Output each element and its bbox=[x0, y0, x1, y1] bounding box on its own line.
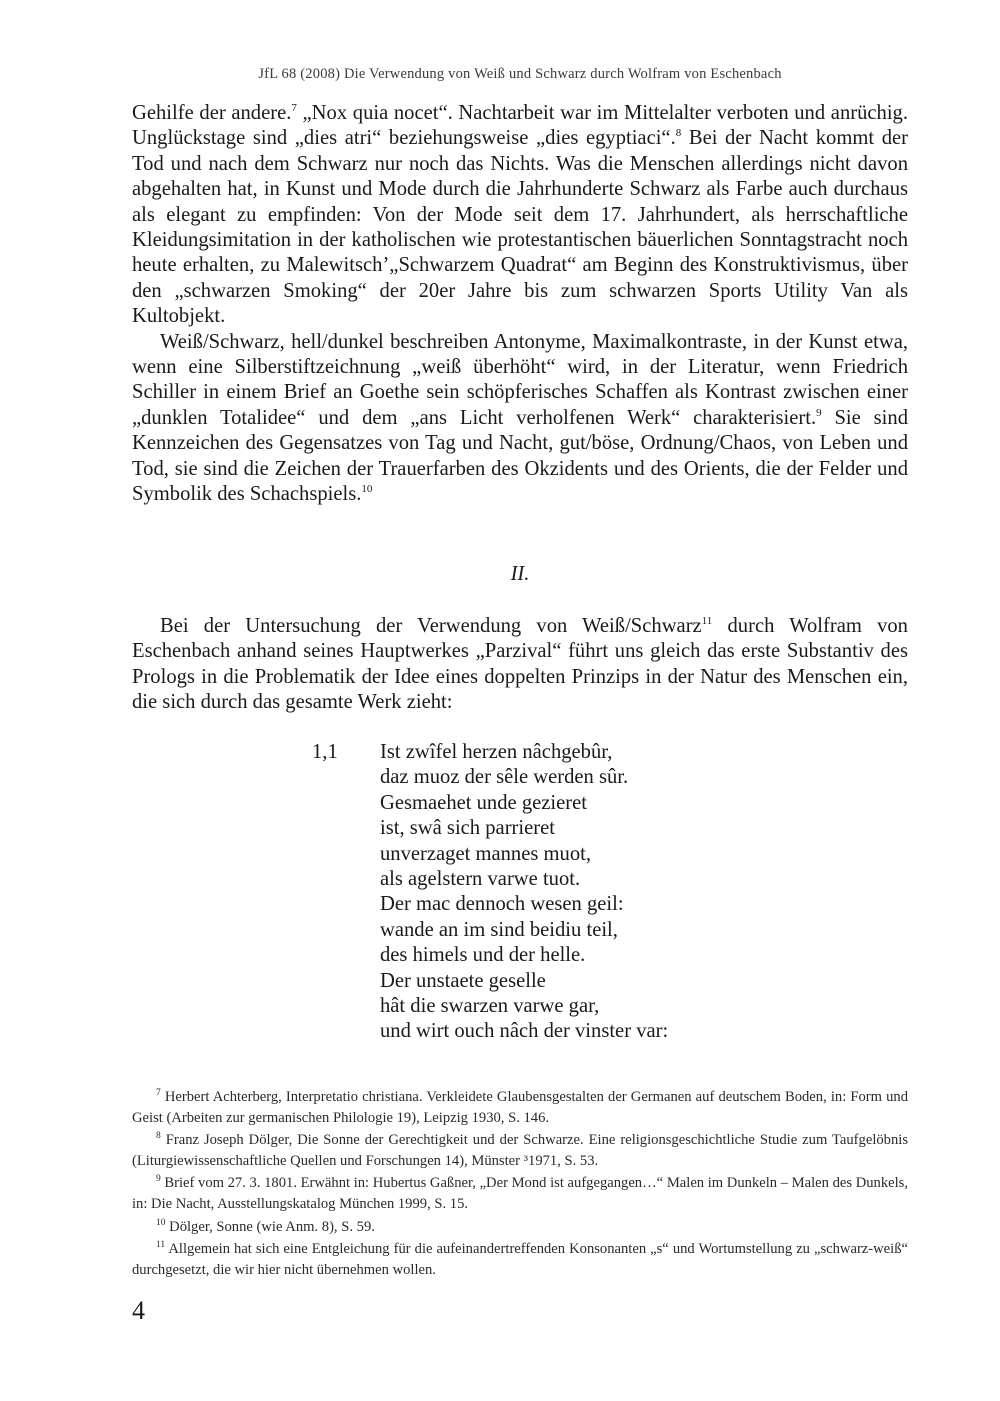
verse-line: daz muoz der sêle werden sûr. bbox=[380, 766, 629, 789]
footnote-number: 11 bbox=[156, 1240, 166, 1251]
footnote-text: Allgemein hat sich eine Entgleichung für die aufeinandertreffenden Konsonanten „s“ und Wortumstellung zu „schwarz-weiß“ durchgesetzt, die wir hier nicht übernehmen wollen. bbox=[132, 1241, 908, 1278]
verse-line: Gesmaehet unde gezieret bbox=[380, 791, 587, 814]
footnote-10 bbox=[132, 1217, 908, 1238]
verse-line: des himels und der helle. bbox=[380, 944, 586, 967]
footnote-ref-11[interactable]: 11 bbox=[701, 615, 713, 628]
verse-line: ist, swâ sich parrieret bbox=[380, 817, 555, 840]
footnotes bbox=[132, 1087, 908, 1282]
footnote-number: 9 bbox=[156, 1174, 161, 1185]
footnote-number: 7 bbox=[156, 1088, 161, 1099]
paragraph-text: Sie sind Kennzeichen des Gegensatzes von Tag und Nacht, gut/böse, Ordnung/Chaos, von Leben und Tod, sie sind die Zeichen der Trauerfarben des Okzidents und des Orients, die der Felder und Symbolik des Schachspiels. bbox=[132, 406, 908, 506]
paragraph-text: Weiß/Schwarz, hell/dunkel beschreiben Antonyme, Maximalkontraste, in der Kunst etwa, wenn eine Silberstiftzeichnung „weiß überhöht“ wird, in der Literatur, wenn Friedrich Schiller in einem Brief an Goethe sein schöpferisches Schaffen als Kontrast zwischen einer „dunklen Totalidee“ und dem „ans Licht verholfenen Werk“ charakterisiert. bbox=[132, 330, 908, 429]
verse-line: als agelstern varwe tuot. bbox=[380, 868, 581, 891]
footnote-text: Dölger, Sonne (wie Anm. 8), S. 59. bbox=[165, 1218, 375, 1235]
footnote-11 bbox=[132, 1239, 908, 1280]
footnote-9 bbox=[132, 1173, 908, 1214]
verse-line: Ist zwîfel herzen nâchgebûr, bbox=[380, 741, 613, 763]
section-body bbox=[132, 614, 908, 716]
footnote-8 bbox=[132, 1130, 908, 1171]
body-text bbox=[132, 101, 908, 508]
footnote-text: Franz Joseph Dölger, Die Sonne der Gerechtigkeit und der Schwarze. Eine religionsgeschichtliche Studie zum Taufgelöbnis (Liturgiewissenschaftliche Quellen und Forschungen 14), Münster ³1971, S. 53. bbox=[132, 1132, 908, 1169]
paragraph-3 bbox=[132, 614, 908, 716]
footnote-ref-8[interactable]: 8 bbox=[675, 127, 682, 140]
footnote-ref-9[interactable]: 9 bbox=[816, 407, 822, 420]
verse-number: 1,1 bbox=[312, 741, 338, 763]
paragraph-1 bbox=[132, 101, 908, 330]
paragraph-text: Bei der Untersuchung der Verwendung von Weiß/Schwarz bbox=[160, 615, 702, 637]
verse-line: unverzaget mannes muot, bbox=[380, 842, 592, 865]
section-heading: II. bbox=[510, 563, 530, 585]
footnote-number: 8 bbox=[156, 1131, 161, 1142]
paragraph-text: „Nox quia nocet“. Nachtarbeit war im Mittelalter verboten und anrüchig. Unglückstage sind „dies atri“ beziehungsweise „dies egyptiaci“. bbox=[132, 102, 908, 150]
footnote-text: Herbert Achterberg, Interpretatio christiana. Verkleidete Glaubensgestalten der Germanen auf deutschem Boden, in: Form und Geist (Arbeiten zur germanischen Philologie 19), Leipzig 1930, S. 146. bbox=[132, 1089, 908, 1126]
running-head: JfL 68 (2008) Die Verwendung von Weiß und Schwarz durch Wolfram von Eschenbach bbox=[258, 66, 782, 82]
paragraph-text: Bei der Nacht kommt der Tod und nach dem Schwarz nur noch das Nichts. Was die Menschen allerdings nicht davon abgehalten hat, in Kunst und Mode durch die Jahrhunderte Schwarz als Farbe auch durchaus als elegant zu empfinden: Von der Mode seit dem 17. Jahrhundert, als herrschaftliche Kleidungsimitation in der katholischen wie protestantischen bäuerlichen Sonntagstracht noch heute erhalten, zu Malewitsch’„Schwarzem Quadrat“ am Beginn des Konstruktivismus, über den „schwarzen Smoking“ der 20er Jahre bis zum schwarzen Sports Utility Van als Kultobjekt. bbox=[132, 127, 908, 328]
footnote-number: 10 bbox=[156, 1217, 166, 1228]
verse-line: Der mac dennoch wesen geil: bbox=[380, 893, 624, 916]
footnote-text: Brief vom 27. 3. 1801. Erwähnt in: Hubertus Gaßner, „Der Mond ist aufgegangen…“ Malen im Dunkeln – Malen des Dunkels, in: Die Nacht, Ausstellungskatalog München 1999, S. 15. bbox=[132, 1175, 908, 1212]
paragraph-2 bbox=[132, 330, 908, 508]
paragraph-text: durch Wolfram von Eschenbach anhand seines Hauptwerkes „Parzival“ führt uns gleich das erste Substantiv des Prologs in die Problematik der Idee eines doppelten Prinzips in der Natur des Menschen ein, die sich durch das gesamte Werk zieht: bbox=[132, 615, 908, 714]
verse-line: hât die swarzen varwe gar, bbox=[380, 995, 600, 1018]
verse-line: Der unstaete geselle bbox=[380, 969, 546, 992]
paragraph-text: Gehilfe der andere. bbox=[132, 102, 292, 124]
footnote-ref-10[interactable]: 10 bbox=[361, 483, 373, 496]
verse-line: und wirt ouch nâch der vinster var: bbox=[380, 1020, 669, 1043]
footnote-7 bbox=[132, 1087, 908, 1128]
page-number: 4 bbox=[132, 1296, 145, 1325]
verse-line: wande an im sind beidiu teil, bbox=[380, 918, 618, 941]
footnote-ref-7[interactable]: 7 bbox=[291, 102, 297, 115]
verse-lines bbox=[380, 740, 740, 1045]
